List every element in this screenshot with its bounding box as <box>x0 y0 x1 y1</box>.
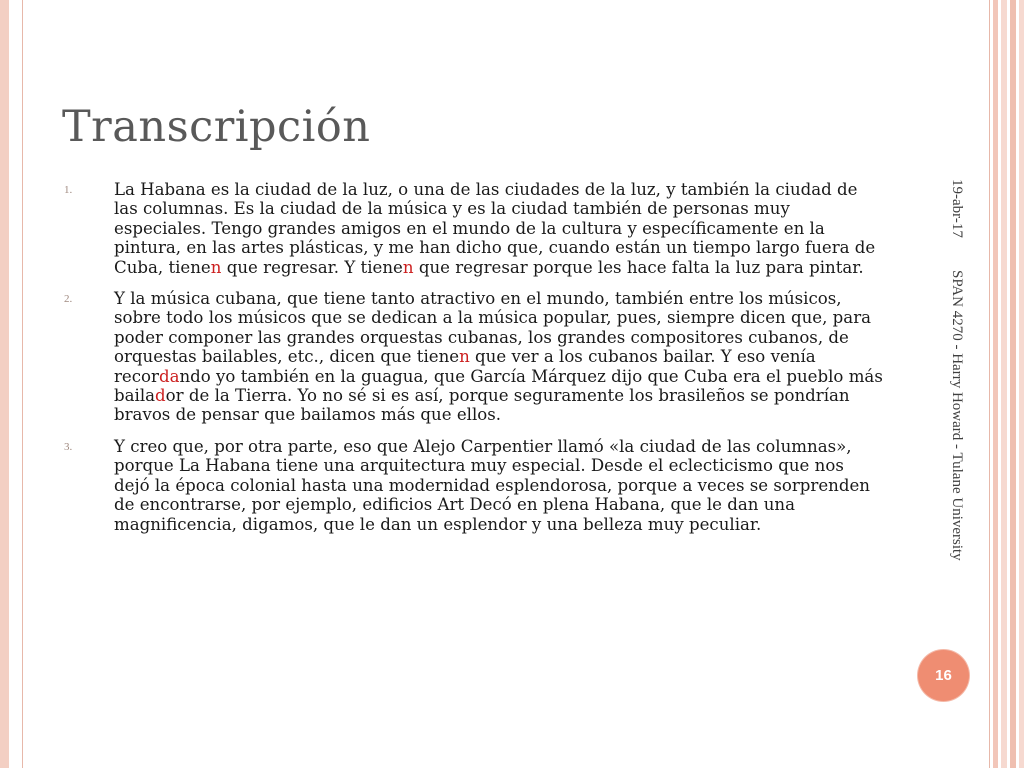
item-text: que regresar porque les hace falta la luz para pintar. <box>413 257 864 277</box>
item-text: que ver a los cubanos bailar. Y eso venía recor <box>114 347 816 386</box>
item-text: que regresar. Y tiene <box>221 257 403 277</box>
item-text: ndo yo también en la guagua, que García Márquez dijo que Cuba era el pueblo más baila <box>114 366 883 406</box>
list-item-number: 3. <box>64 440 73 453</box>
list-item-number: 2. <box>64 293 73 306</box>
page-number: 16 <box>935 667 952 684</box>
highlight-text: da <box>158 366 180 386</box>
highlight-text: n <box>459 347 470 367</box>
highlight-text: d <box>155 386 166 406</box>
list-item <box>64 289 884 425</box>
highlight-text: n <box>210 257 222 277</box>
item-text: Y la música cubana, que tiene tanto atractivo en el mundo, también entre los músicos, sobre todo los músicos que se dedican a la música popular, pues, siempre dicen que, para poder componer las grandes orquestas cubanas, los grandes compositores cubanos, de orquestas bailables, etc., dicen que tiene <box>114 289 872 367</box>
right-stripes-decoration <box>990 0 1024 768</box>
highlight-text: n <box>402 257 414 277</box>
item-text: La Habana es la ciudad de la luz, o una de las ciudades de la luz, y también la ciudad de las columnas. Es la ciudad de la música y es la ciudad también de personas muy especiales. Tengo grandes amigos en el mundo de la cultura y específicamente en la pintura, en las artes plásticas, y me han dicho que, cuando están un tiempo largo fuera de Cuba, tiene <box>114 180 876 277</box>
item-text: Y creo que, por otra parte, eso que Alejo Carpentier llamó «la ciudad de las columnas», porque La Habana tiene una arquitectura muy especial. Desde el eclecticismo que nos dejó la época colonial hasta una modernidad esplendorosa, porque a veces se sorprenden de encontrarse, por ejemplo, edificios Art Decó en plena Habana, que le dan una magnificencia, digamos, que le dan un esplendor y una belleza muy peculiar. <box>114 436 870 534</box>
page-number-badge <box>918 650 969 701</box>
slide-date: 19-abr-17 <box>949 179 965 238</box>
item-text: or de la Tierra. Yo no sé si es así, porque seguramente los brasileños se pondrían bravos de pensar que bailamos más que ellos. <box>114 386 850 425</box>
list-item <box>64 180 884 277</box>
list-item-number: 1. <box>64 184 73 196</box>
list-item <box>64 437 884 534</box>
slide-footer: SPAN 4270 - Harry Howard - Tulane University <box>949 270 965 561</box>
left-border-decoration <box>0 0 9 768</box>
transcript-list <box>64 180 884 546</box>
slide-title: Transcripción <box>62 102 371 152</box>
